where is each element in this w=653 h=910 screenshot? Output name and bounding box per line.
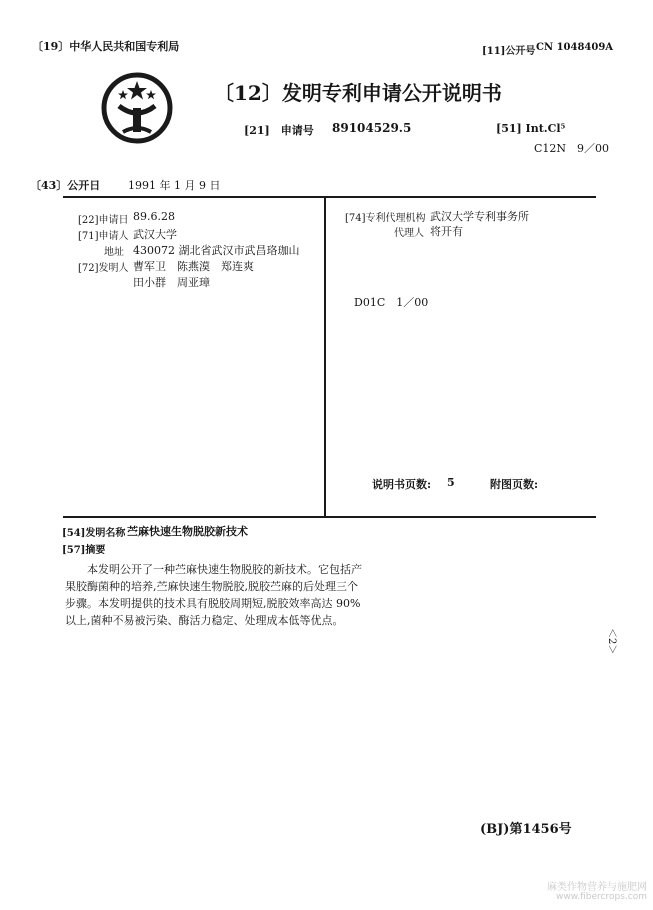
invention-title: 苎麻快速生物脱胶新技术 (127, 525, 248, 538)
bottom-divider (63, 516, 596, 518)
abstract-text: 本发明公开了一种苎麻快速生物脱胶的新技术。它包括产果胶酶菌种的培养,苎麻快速生物脱胶,脱胶苎麻的后处理三个步骤。本发明提供的技术具有脱胶周期短,脱胶效率高达 90%以上,菌种不易被污染、酶活力稳定、处理成本低等优点。 (65, 563, 362, 627)
inventors-line-1: 曹军卫 陈燕漠 郑连爽 (133, 260, 254, 273)
top-divider (63, 196, 596, 198)
side-page-note: ＜2＞ (606, 628, 617, 655)
inventors-line-2: 田小群 周亚璋 (133, 276, 210, 289)
publication-date: 1991 年 1 月 9 日 (128, 179, 221, 192)
address: 430072 湖北省武汉市武昌珞珈山 (133, 244, 300, 257)
applicant-label: [71]申请人 (78, 231, 129, 242)
filing-date: 89.6.28 (133, 210, 175, 223)
application-number-label: [21] 申请号 (244, 124, 314, 137)
intl-class-value: C12N 9／00 (534, 142, 610, 155)
agent-label: 代理人 (394, 228, 424, 239)
watermark-site-name: 麻类作物营养与施肥网 (547, 882, 647, 893)
document-type-title: 〔12〕发明专利申请公开说明书 (214, 81, 502, 105)
address-label: 地址 (104, 247, 124, 258)
description-pages-value: 5 (447, 476, 455, 489)
footer-code: (BJ)第1456号 (480, 822, 572, 837)
agent: 将开有 (430, 225, 463, 238)
abstract-label: [57]摘要 (62, 545, 106, 556)
intl-class-label: [51] Int.Cl⁵ (496, 122, 566, 135)
column-divider (324, 198, 326, 516)
patent-office-emblem-icon (101, 72, 173, 144)
application-number: 89104529.5 (332, 121, 412, 135)
patent-office-name: 〔19〕中华人民共和国专利局 (32, 40, 180, 53)
inventor-label: [72]发明人 (78, 263, 129, 274)
additional-class: D01C 1／00 (354, 296, 429, 309)
watermark-url: www.fibercrops.com (556, 892, 647, 902)
drawing-pages-label: 附图页数: (490, 478, 539, 491)
description-pages-label: 说明书页数: (372, 478, 432, 491)
filing-date-label: [22]申请日 (78, 215, 129, 226)
agency: 武汉大学专利事务所 (430, 210, 529, 223)
applicant: 武汉大学 (133, 228, 177, 241)
agency-label: [74]专利代理机构 (345, 213, 426, 224)
publication-date-label: 〔43〕公开日 (30, 179, 101, 192)
publication-number: CN 1048409A (536, 42, 614, 53)
publication-number-label: [11]公开号 (482, 46, 536, 57)
invention-title-label: [54]发明名称 (62, 528, 126, 539)
